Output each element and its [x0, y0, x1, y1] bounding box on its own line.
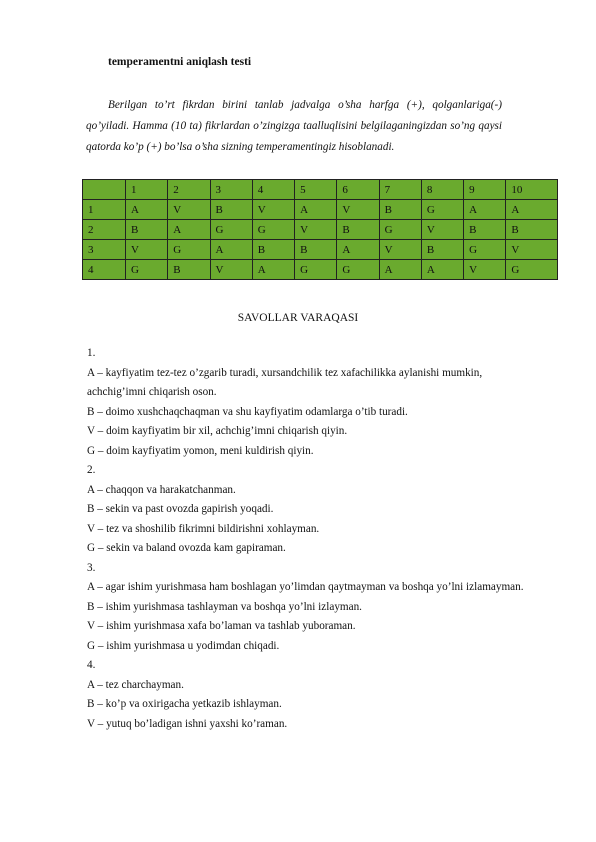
table-cell: B [252, 240, 294, 260]
table-cell: B [506, 220, 558, 240]
table-row [83, 200, 558, 220]
answer-option: B – ishim yurishmasa tashlayman va boshqa yo’lni izlayman. [87, 600, 362, 613]
table-cell: A [210, 240, 252, 260]
table-header-cell: 8 [421, 180, 463, 200]
table-header-row [83, 180, 558, 200]
table-cell: V [210, 260, 252, 280]
answer-option: V – yutuq bo’ladigan ishni yaxshi ko’raman. [87, 717, 288, 730]
table-cell: B [210, 200, 252, 220]
table-cell: V [252, 200, 294, 220]
table-cell: G [421, 200, 463, 220]
table-cell: A [379, 260, 421, 280]
table-cell: B [421, 240, 463, 260]
table-cell: G [337, 260, 379, 280]
table-cell: A [295, 200, 337, 220]
table-cell: V [506, 240, 558, 260]
table-cell: G [252, 220, 294, 240]
table-header-cell: 4 [252, 180, 294, 200]
table-cell: G [464, 240, 506, 260]
table-cell: B [295, 240, 337, 260]
question-number: 1. [87, 347, 96, 359]
table-cell: V [168, 200, 210, 220]
table-header-cell: 10 [506, 180, 558, 200]
answer-option: A – kayfiyatim tez-tez o’zgarib turadi, xursandchilik tez xafachilikka aylanishi mumkin, achchig’imni chiqarish oson. [87, 366, 483, 398]
table-cell: B [337, 220, 379, 240]
table-row-number: 3 [83, 240, 126, 260]
section-title: SAVOLLAR VARAQASI [237, 312, 359, 324]
answer-option: G – sekin va baland ovozda kam gapiraman. [87, 542, 286, 554]
answer-option: B – doimo xushchaqchaqman va shu kayfiyatim odamlarga o’tib turadi. [87, 405, 408, 418]
table-header-cell [83, 180, 126, 200]
table-cell: B [464, 220, 506, 240]
question-number: 2. [87, 464, 96, 476]
table-header-cell: 3 [210, 180, 252, 200]
table-cell: G [168, 240, 210, 260]
answer-option: B – sekin va past ovozda gapirish yoqadi. [87, 503, 274, 515]
table-cell: A [421, 260, 463, 280]
table-row-number: 1 [83, 200, 126, 220]
table-cell: G [506, 260, 558, 280]
answer-option: V – tez va shoshilib fikrimni bildirishni xohlayman. [87, 522, 320, 535]
table-row-number: 4 [83, 260, 126, 280]
answer-option: G – doim kayfiyatim yomon, meni kuldirish qiyin. [87, 444, 314, 457]
table-cell: A [464, 200, 506, 220]
instructions-paragraph: Berilgan to’rt fikrdan birini tanlab jadvalga o’sha harfga (+), qolganlariga(-) qo’yiladi. Hamma (10 ta) fikrlardan o’zingizga taalluqlisini belgilaganingizdan so’ng qaysi qatorda ko’p (+) bo’lsa o’sha sizning temperamentingiz hisoblanadi. [86, 99, 502, 153]
answer-option: A – agar ishim yurishmasa ham boshlagan yo’limdan qaytmayman va boshqa yo’lni izlamayman. [87, 581, 524, 593]
table-cell: V [379, 240, 421, 260]
table-cell: B [379, 200, 421, 220]
table-header-cell: 1 [126, 180, 168, 200]
answer-option: V – ishim yurishmasa xafa bo’laman va tashlab yuboraman. [87, 620, 356, 632]
table-cell: V [464, 260, 506, 280]
table-header-cell: 7 [379, 180, 421, 200]
table-cell: A [252, 260, 294, 280]
table-row-number: 2 [83, 220, 126, 240]
document-title: temperamentni aniqlash testi [108, 56, 252, 68]
table-cell: V [126, 240, 168, 260]
table-cell: V [421, 220, 463, 240]
table-cell: G [379, 220, 421, 240]
answer-option: V – doim kayfiyatim bir xil, achchig’imni chiqarish qiyin. [87, 425, 348, 437]
question-number: 3. [87, 561, 96, 574]
table-cell: G [295, 260, 337, 280]
table-header-cell: 9 [464, 180, 506, 200]
question-list [87, 344, 527, 734]
question-number: 4. [87, 659, 96, 671]
answer-key-table [82, 179, 558, 280]
answer-option: B – ko’p va oxirigacha yetkazib ishlayman. [87, 698, 282, 710]
answer-option: G – ishim yurishmasa u yodimdan chiqadi. [87, 639, 280, 652]
table-cell: A [337, 240, 379, 260]
table-cell: G [126, 260, 168, 280]
table-header-cell: 2 [168, 180, 210, 200]
table-row [83, 260, 558, 280]
answer-option: A – tez charchayman. [87, 678, 184, 691]
table-header-cell: 6 [337, 180, 379, 200]
table-cell: V [337, 200, 379, 220]
table-cell: B [126, 220, 168, 240]
table-cell: A [126, 200, 168, 220]
table-cell: A [168, 220, 210, 240]
table-cell: A [506, 200, 558, 220]
table-cell: V [295, 220, 337, 240]
table-row [83, 240, 558, 260]
table-cell: B [168, 260, 210, 280]
table-cell: G [210, 220, 252, 240]
table-header-cell: 5 [295, 180, 337, 200]
table-row [83, 220, 558, 240]
answer-option: A – chaqqon va harakatchanman. [87, 483, 236, 496]
